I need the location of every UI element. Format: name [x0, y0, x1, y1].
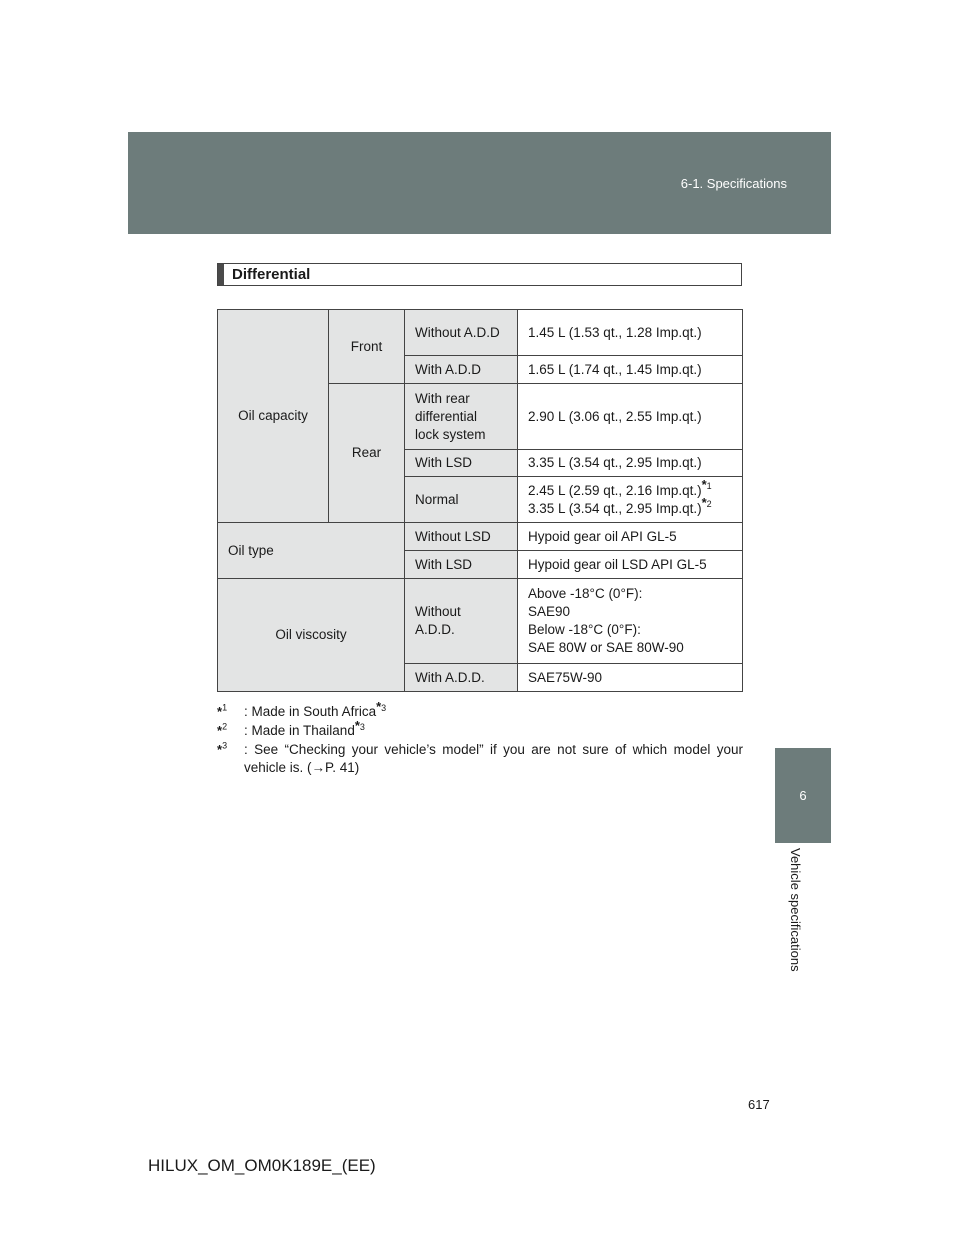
- visc-value-line4: SAE 80W or SAE 80W-90: [528, 640, 684, 655]
- rear-normal-value-2: 3.35 L (3.54 qt., 2.95 Imp.qt.): [528, 500, 702, 516]
- front-label: Front: [329, 310, 405, 384]
- footnote-2-mark: 2: [222, 721, 228, 732]
- visc-without-line2: A.D.D.: [415, 622, 455, 637]
- visc-without-value: [518, 579, 743, 664]
- footnote-ref-3: 3: [381, 702, 387, 713]
- chapter-label: [760, 848, 816, 993]
- rear-lock-value: 2.90 L (3.06 qt., 2.55 Imp.qt.): [518, 384, 743, 450]
- footnote-1-mark: 1: [222, 702, 228, 713]
- oil-viscosity-label: Oil viscosity: [218, 579, 405, 692]
- footnote-3-text: : See “Checking your vehicle’s model” if you are not sure of which model your vehicle is. (→P. 41): [244, 742, 743, 775]
- asterisk-icon: *: [701, 495, 707, 510]
- table-row: [218, 579, 743, 664]
- visc-with-label: With A.D.D.: [405, 664, 518, 692]
- asterisk-icon: *: [217, 742, 223, 757]
- rear-lock-label: [405, 384, 518, 450]
- visc-with-value: SAE75W-90: [518, 664, 743, 692]
- heading-text: Differential: [232, 266, 311, 283]
- front-with-add-label: With A.D.D: [405, 356, 518, 384]
- visc-value-line3: Below -18°C (0°F):: [528, 622, 641, 637]
- footnote-2: [217, 717, 743, 740]
- type-with-lsd-label: With LSD: [405, 551, 518, 579]
- front-with-add-value: 1.65 L (1.74 qt., 1.45 Imp.qt.): [518, 356, 743, 384]
- type-without-lsd-value: Hypoid gear oil API GL-5: [518, 523, 743, 551]
- visc-without-label: [405, 579, 518, 664]
- rear-normal-value-1: 2.45 L (2.59 qt., 2.16 Imp.qt.): [528, 482, 702, 498]
- visc-value-line1: Above -18°C (0°F):: [528, 586, 643, 601]
- differential-spec-table: [217, 309, 743, 692]
- rear-lsd-value: 3.35 L (3.54 qt., 2.95 Imp.qt.): [518, 450, 743, 477]
- rear-normal-label: Normal: [405, 477, 518, 523]
- asterisk-icon: *: [354, 717, 360, 733]
- oil-capacity-label: Oil capacity: [218, 310, 329, 523]
- rear-lock-line1: With rear: [415, 390, 470, 406]
- rear-label: Rear: [329, 384, 405, 523]
- footnote-3-mark: 3: [222, 740, 228, 751]
- footnote-3: [217, 741, 743, 777]
- footnote-1: [217, 698, 743, 721]
- section-label: 6-1. Specifications: [680, 176, 787, 191]
- asterisk-icon: *: [217, 704, 223, 719]
- visc-without-line1: Without: [415, 604, 461, 619]
- front-without-add-value: 1.45 L (1.53 qt., 1.28 Imp.qt.): [518, 310, 743, 356]
- chapter-label-text: Vehicle specifications: [788, 848, 803, 972]
- page-number: 617: [748, 1097, 770, 1112]
- asterisk-icon: *: [217, 723, 223, 738]
- chapter-tab[interactable]: [775, 748, 831, 843]
- visc-value-line2: SAE90: [528, 604, 571, 619]
- table-row: [218, 310, 743, 356]
- rear-lock-line2: differential: [415, 408, 478, 424]
- rear-lsd-label: With LSD: [405, 450, 518, 477]
- oil-type-label: Oil type: [218, 523, 405, 579]
- header-band: [128, 132, 831, 234]
- type-with-lsd-value: Hypoid gear oil LSD API GL-5: [518, 551, 743, 579]
- footnote-ref-3: 3: [359, 721, 365, 732]
- footnote-2-text: : Made in Thailand: [244, 723, 355, 738]
- type-without-lsd-label: Without LSD: [405, 523, 518, 551]
- section-heading: [217, 263, 742, 286]
- footnotes: [217, 698, 743, 778]
- footnote-1-text: : Made in South Africa: [244, 704, 377, 719]
- asterisk-icon: *: [376, 698, 382, 714]
- heading-bar: [218, 264, 224, 285]
- asterisk-icon: *: [701, 477, 707, 492]
- rear-lock-line3: lock system: [415, 426, 486, 442]
- table-row: [218, 523, 743, 551]
- ref-1: 1: [706, 481, 712, 491]
- rear-normal-value: [518, 477, 743, 523]
- document-code: HILUX_OM_OM0K189E_(EE): [148, 1156, 376, 1175]
- ref-2: 2: [706, 499, 712, 509]
- front-without-add-label: Without A.D.D: [405, 310, 518, 356]
- chapter-number: 6: [799, 788, 807, 803]
